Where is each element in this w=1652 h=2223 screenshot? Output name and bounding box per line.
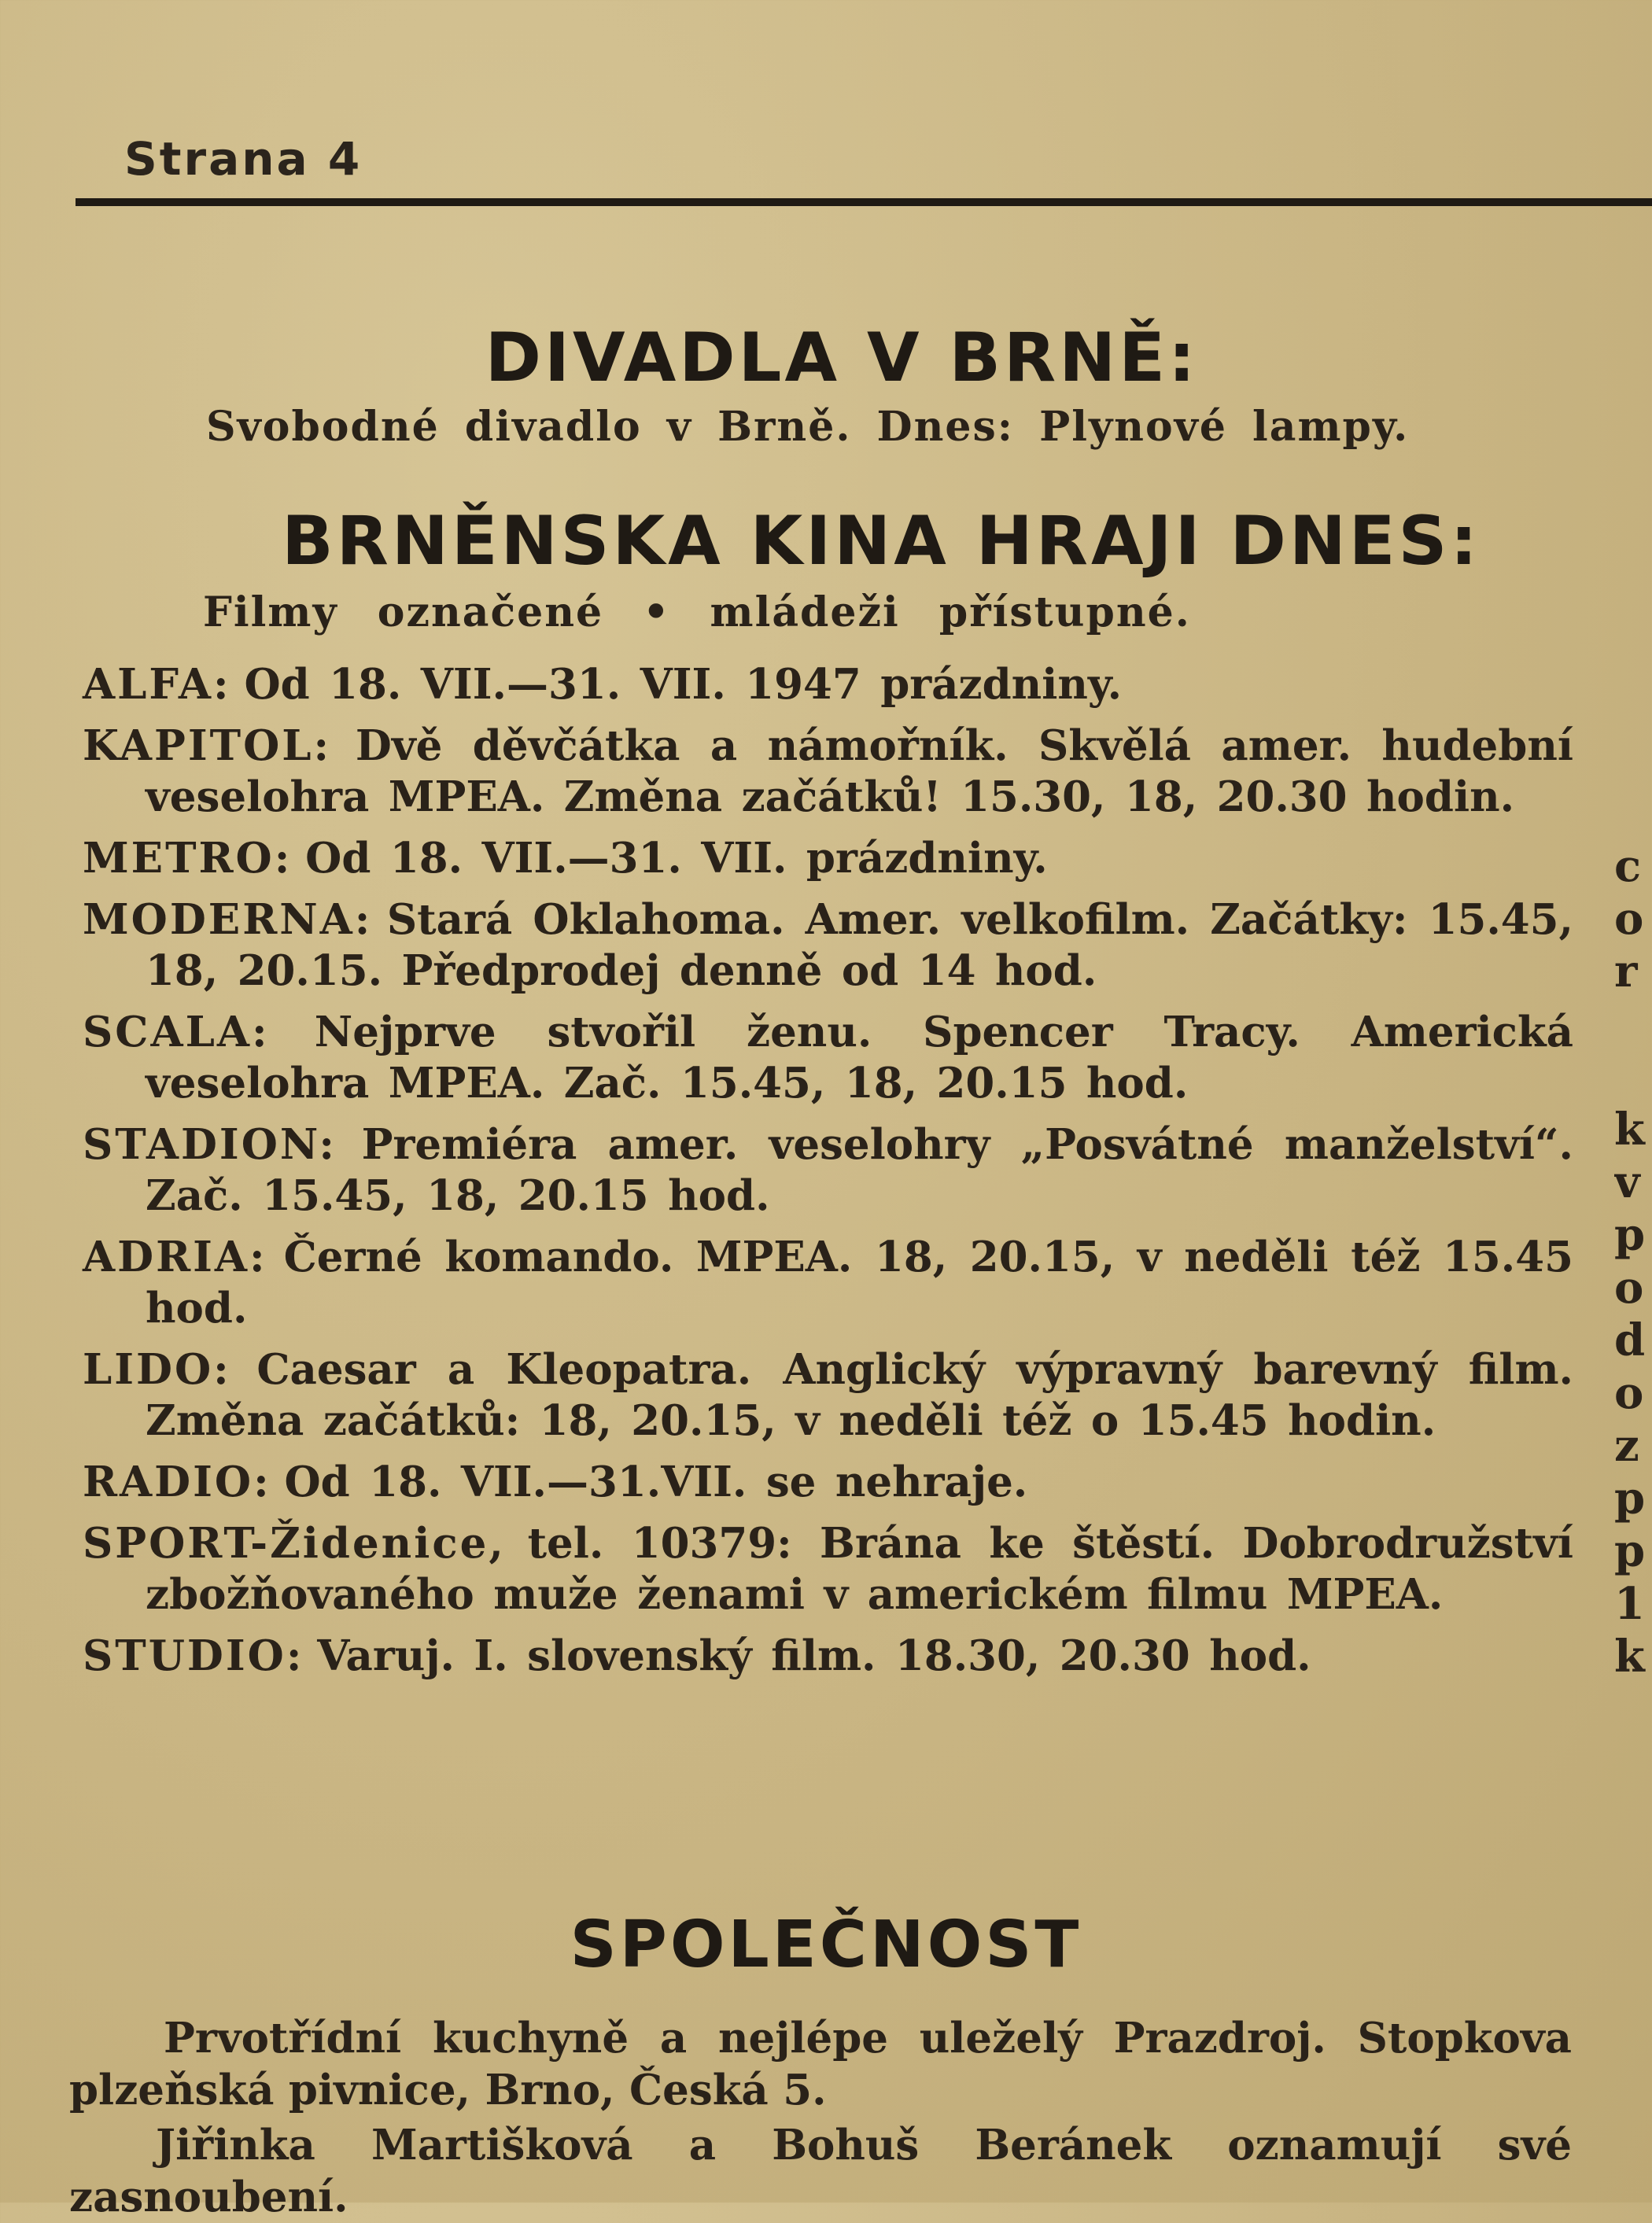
society-paragraph: Prvotřídní kuchyně a nejlépe uleželý Prazdroj. Stopkova plzeňská pivnice, Brno, Česká 5. [69,2014,1572,2114]
adjacent-column-fragment [1614,840,1652,1683]
cinema-name: KAPITOL: [83,721,332,770]
cinema-name: LIDO: [83,1345,231,1394]
cinema-program: Od 18. VII.—31. VII. prázdniny. [305,834,1048,883]
column-letter: k [1614,1631,1645,1683]
column-letter: o [1614,893,1644,945]
cinema-program: Varuj. I. slovenský film. 18.30, 20.30 hod. [317,1631,1311,1680]
cinema-name: SPORT-Židenice, [83,1519,506,1568]
column-letter: d [1614,1314,1646,1366]
cinema-program: Premiéra amer. veselohry „Posvátné manželství“. Zač. 15.45, 18, 20.15 hod. [146,1120,1573,1220]
cinema-name: ALFA: [83,660,231,709]
column-letter: p [1614,1209,1646,1261]
cinema-entry [83,1007,1573,1109]
cinemas-heading: BRNĚNSKA KINA HRAJI DNES: [282,502,1481,581]
column-letter: o [1614,1262,1644,1314]
cinema-entry [83,1457,1573,1508]
column-letter: 1 [1614,1578,1645,1630]
theatre-listing: Svobodné divadlo v Brně. Dnes: Plynové lampy. [206,403,1410,451]
column-letter: k [1614,1104,1645,1156]
cinema-entry [83,894,1573,997]
cinema-entry [83,1631,1573,1682]
cinema-entry [83,721,1573,823]
column-letter: c [1614,840,1642,892]
cinema-entry [83,1232,1573,1334]
cinema-program: Od 18. VII.—31. VII. 1947 prázdniny. [244,660,1123,709]
cinema-program: Černé komando. MPEA. 18, 20.15, v neděli též 15.45 hod. [146,1233,1573,1333]
cinema-name: METRO: [83,834,293,883]
cinema-program: Dvě děvčátka a námořník. Skvělá amer. hudební veselohra MPEA. Změna začátků! 15.30, 18, 20.30 hodin. [146,721,1573,821]
cinema-entry [83,833,1573,884]
cinema-program: tel. 10379: Brána ke štěstí. Dobrodružství zbožňovaného muže ženami v americkém filmu MPEA. [146,1519,1574,1619]
cinema-name: RADIO: [83,1458,271,1506]
cinema-program: Od 18. VII.—31.VII. se nehraje. [284,1458,1028,1506]
column-letter: z [1614,1420,1639,1472]
cinemas-note: Filmy označené • mládeži přístupné. [203,588,1191,636]
society-heading: SPOLEČNOST [570,1908,1082,1982]
cinema-listings [83,659,1573,1692]
cinema-name: ADRIA: [83,1233,267,1281]
column-letter: o [1614,1367,1644,1419]
cinema-entry [83,1518,1573,1620]
cinema-name: STUDIO: [83,1631,304,1680]
theatres-heading: DIVADLA V BRNĚ: [485,319,1199,397]
cinema-name: STADION: [83,1120,337,1169]
page-number: Strana 4 [124,132,363,186]
cinema-entry [83,1344,1573,1447]
cinema-program: Nejprve stvořil ženu. Spencer Tracy. Americká veselohra MPEA. Zač. 15.45, 18, 20.15 hod. [146,1008,1573,1108]
society-paragraph: Jiřinka Martišková a Bohuš Beránek oznamují své zasnoubení. [69,2121,1572,2221]
column-letter: p [1614,1473,1646,1524]
cinema-entry [83,1119,1573,1222]
cinema-program: Stará Oklahoma. Amer. velkofilm. Začátky: 15.45, 18, 20.15. Předprodej denně od 14 hod. [146,895,1573,995]
column-letter: p [1614,1525,1646,1577]
cinema-entry [83,659,1573,710]
column-letter: v [1614,1156,1640,1208]
cinema-name: SCALA: [83,1008,270,1056]
cinema-name: MODERNA: [83,895,373,944]
cinema-program: Caesar a Kleopatra. Anglický výpravný barevný film. Změna začátků: 18, 20.15, v neděli též o 15.45 hodin. [146,1345,1573,1445]
column-gap [1614,998,1652,1104]
column-letter: r [1614,946,1638,997]
header-rule [76,198,1652,206]
